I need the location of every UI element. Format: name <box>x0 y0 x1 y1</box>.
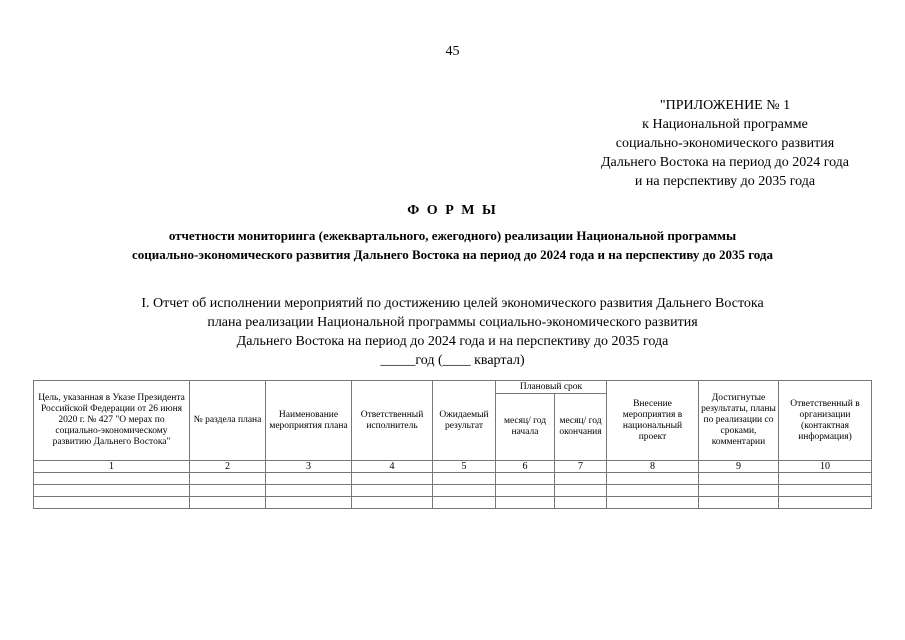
column-number: 6 <box>496 461 555 473</box>
section-heading-line: Дальнего Востока на период до 2024 года и на перспективу до 2035 года <box>236 334 669 349</box>
table-cell <box>555 473 607 485</box>
table-cell <box>352 497 433 509</box>
table-cell <box>779 497 872 509</box>
header-goal: Цель, указанная в Указе Президента Российской Федерации от 26 июня 2020 г. № 427 "О мерах по социально-экономическому развитию Дальнего Востока" <box>34 381 190 461</box>
header-activity-name: Наименование мероприятия плана <box>266 381 352 461</box>
table-cell <box>266 473 352 485</box>
column-number: 9 <box>699 461 779 473</box>
table-cell <box>34 485 190 497</box>
column-number: 7 <box>555 461 607 473</box>
table-cell <box>699 473 779 485</box>
table-cell <box>496 485 555 497</box>
forms-subtitle-line: отчетности мониторинга (ежеквартального, ежегодного) реализации Национальной программы <box>168 228 737 243</box>
table-cell <box>779 473 872 485</box>
table-cell <box>779 485 872 497</box>
header-planned-period: Плановый срок <box>496 381 607 394</box>
appendix-line: Дальнего Востока на период до 2024 года <box>600 155 850 170</box>
section-heading-line: плана реализации Национальной программы социально-экономического развития <box>207 315 698 330</box>
header-achieved-results: Достигнутые результаты, планы по реализации со сроками, комментарии <box>699 381 779 461</box>
column-number: 4 <box>352 461 433 473</box>
section-heading-line: I. Отчет об исполнении мероприятий по достижению целей экономического развития Дальнего Востока <box>141 296 764 311</box>
table-cell <box>34 473 190 485</box>
table-cell <box>190 485 266 497</box>
column-number: 8 <box>607 461 699 473</box>
appendix-line: и на перспективу до 2035 года <box>634 174 816 189</box>
table-cell <box>496 473 555 485</box>
section-heading <box>0 294 905 370</box>
header-section-number: № раздела плана <box>190 381 266 461</box>
header-expected-result: Ожидаемый результат <box>433 381 496 461</box>
table-cell <box>607 485 699 497</box>
column-number: 1 <box>34 461 190 473</box>
section-heading-line: _____год (____ квартал) <box>380 353 525 368</box>
header-start-date: месяц/ год начала <box>496 394 555 461</box>
table-cell <box>555 497 607 509</box>
table-cell <box>352 485 433 497</box>
page-number: 45 <box>445 44 460 59</box>
table-cell <box>266 485 352 497</box>
header-responsible-contact: Ответственный в организации (контактная информация) <box>779 381 872 461</box>
table-cell <box>433 473 496 485</box>
table-cell <box>433 485 496 497</box>
column-number: 2 <box>190 461 266 473</box>
forms-title: Ф О Р М Ы <box>407 203 498 218</box>
header-end-date: месяц/ год окончания <box>555 394 607 461</box>
table-cell <box>352 473 433 485</box>
header-national-project: Внесение мероприятия в национальный проект <box>607 381 699 461</box>
column-number: 5 <box>433 461 496 473</box>
table-cell <box>190 473 266 485</box>
table-cell <box>699 497 779 509</box>
table-cell <box>555 485 607 497</box>
appendix-block <box>560 96 890 191</box>
report-table <box>33 380 872 509</box>
table-row <box>34 485 872 497</box>
column-number: 10 <box>779 461 872 473</box>
appendix-line: "ПРИЛОЖЕНИЕ № 1 <box>659 98 791 113</box>
appendix-line: к Национальной программе <box>642 117 808 132</box>
appendix-line: социально-экономического развития <box>615 136 835 151</box>
table-cell <box>607 473 699 485</box>
table-row <box>34 473 872 485</box>
table-cell <box>190 497 266 509</box>
table-cell <box>607 497 699 509</box>
forms-subtitle-line: социально-экономического развития Дальнего Востока на период до 2024 года и на перспективу до 2035 года <box>131 247 774 262</box>
table-row <box>34 497 872 509</box>
table-cell <box>433 497 496 509</box>
column-number: 3 <box>266 461 352 473</box>
header-responsible-executor: Ответственный исполнитель <box>352 381 433 461</box>
table-cell <box>496 497 555 509</box>
table-cell <box>699 485 779 497</box>
forms-subtitle <box>0 226 905 264</box>
table-cell <box>266 497 352 509</box>
table-cell <box>34 497 190 509</box>
